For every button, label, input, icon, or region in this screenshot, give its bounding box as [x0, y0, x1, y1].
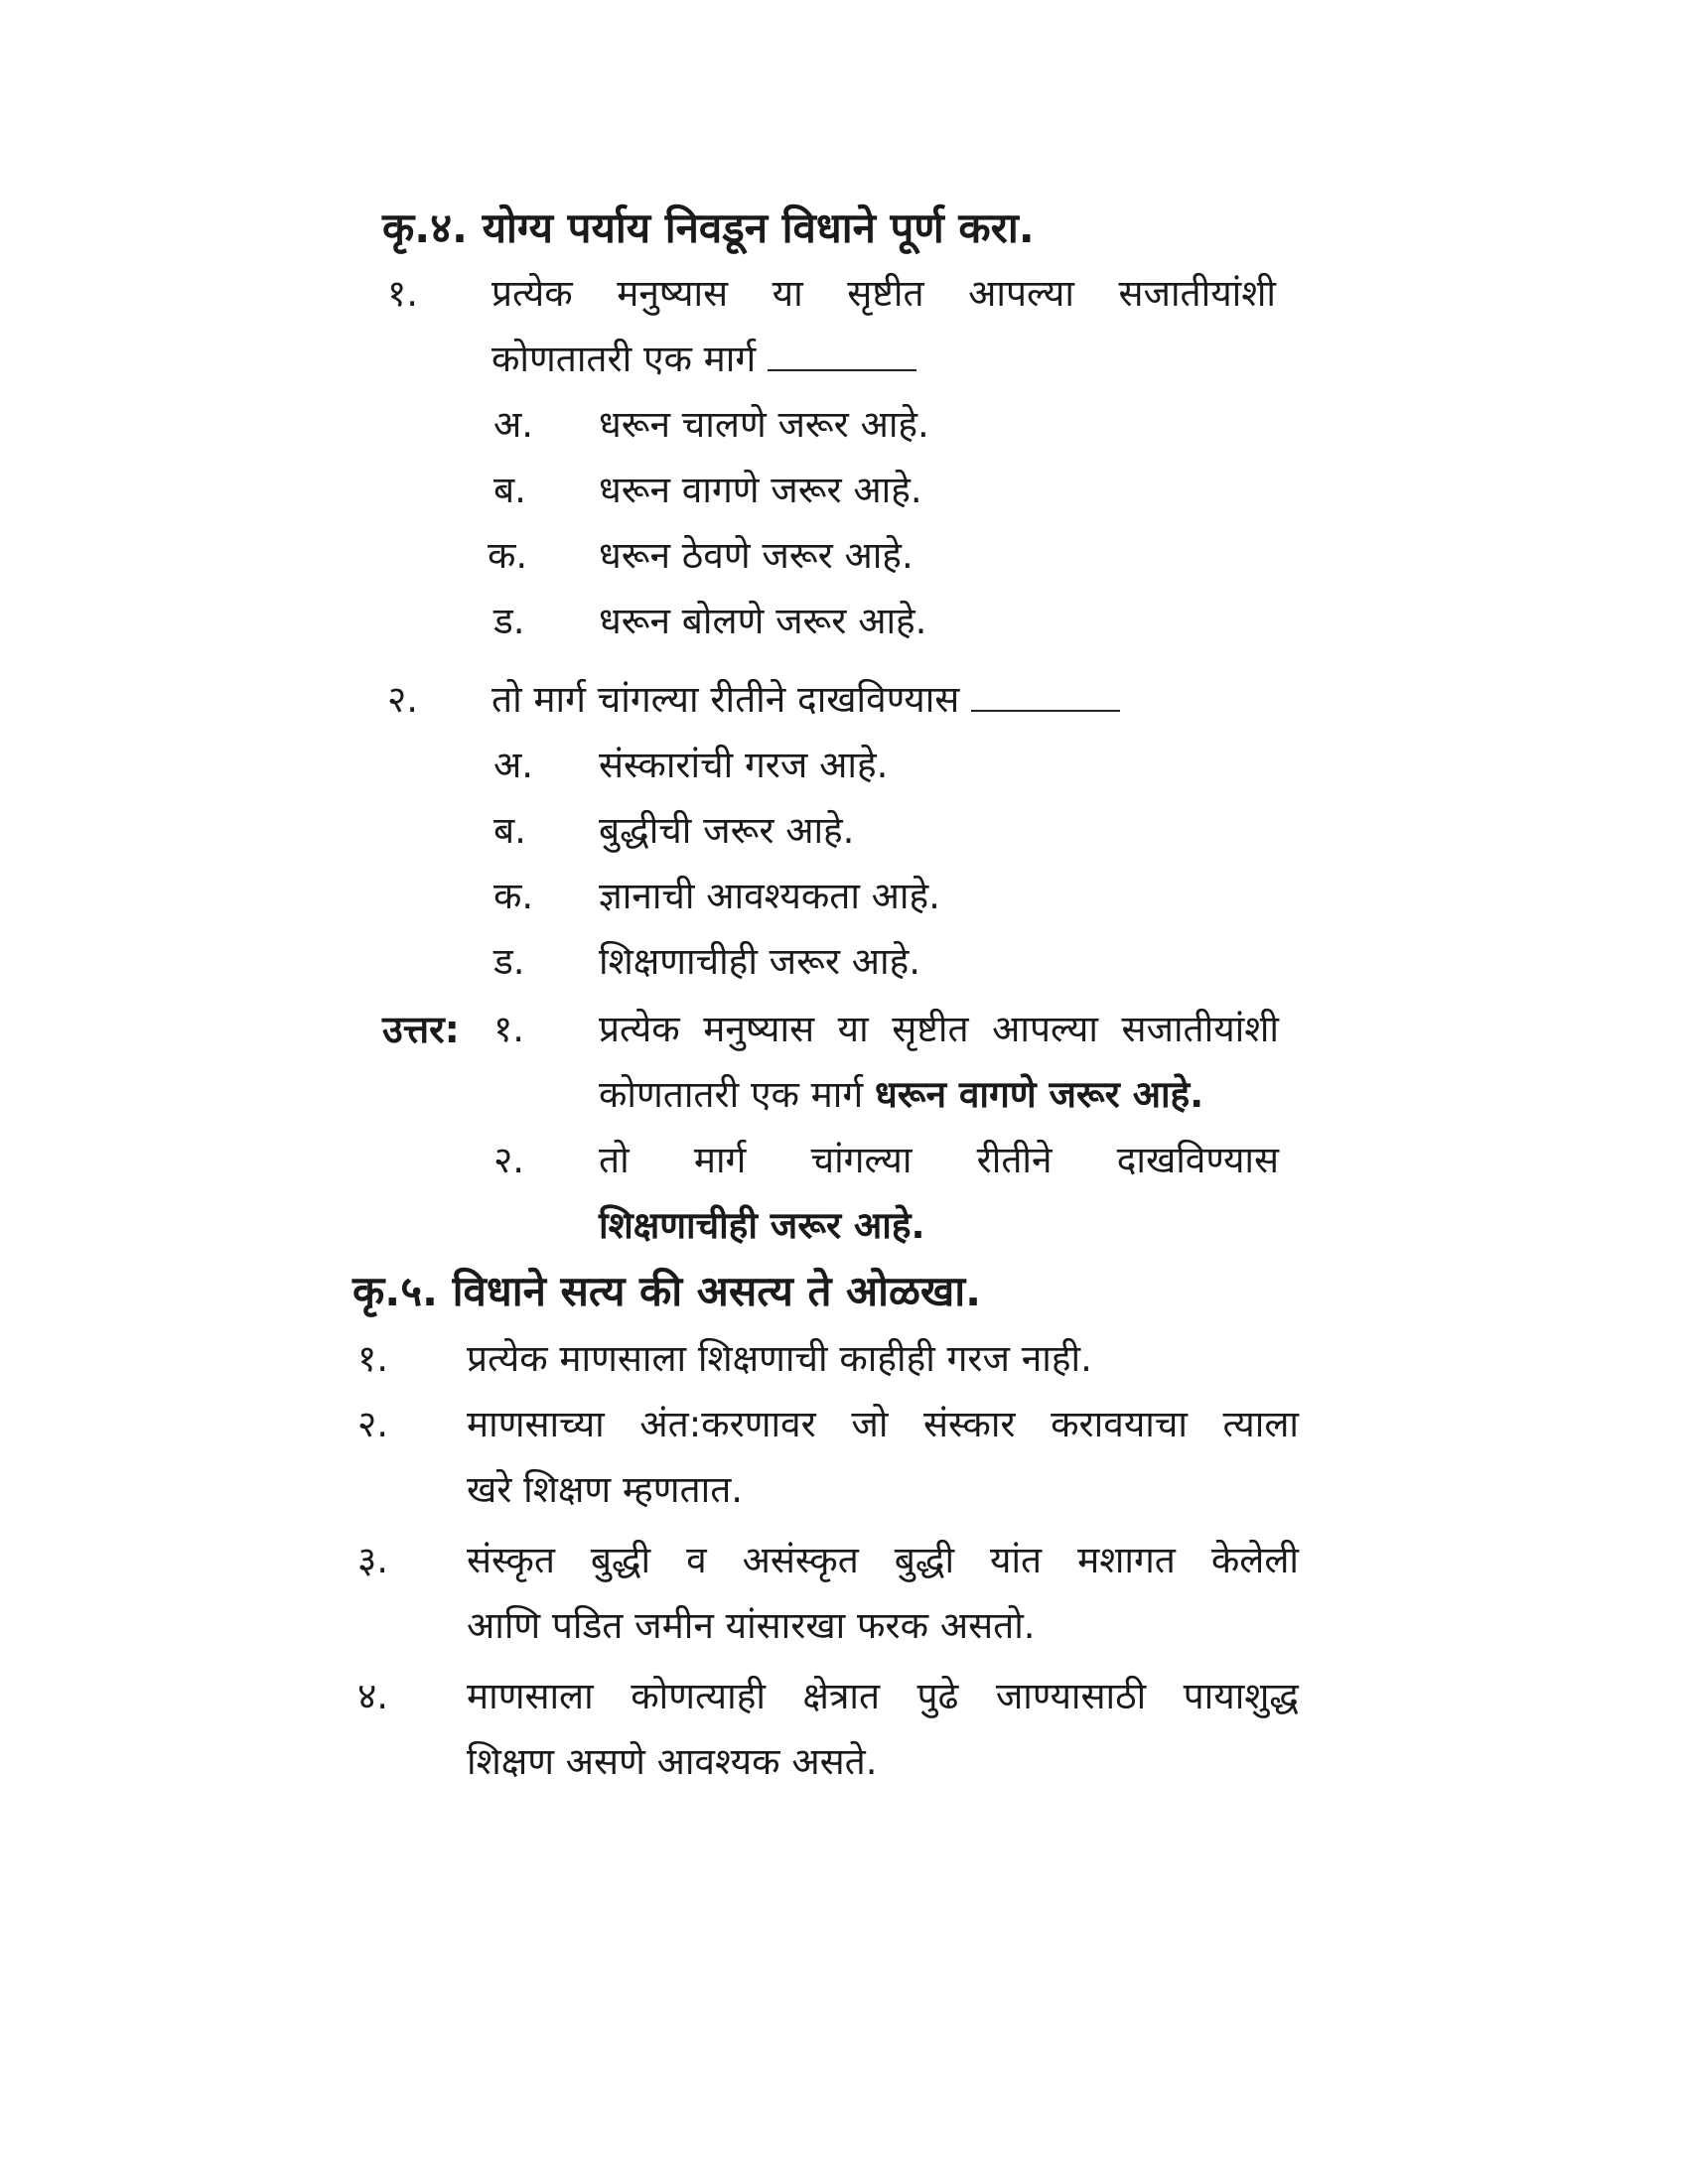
q4-item-2-option-b-text: बुद्धीची जरूर आहे.	[599, 809, 855, 852]
q5-item-4-number: ४.	[357, 1675, 389, 1717]
q5-item-2-line2: खरे शिक्षण म्हणतात.	[467, 1468, 744, 1511]
answer-1-line2-bold: धरून वागणे जरूर आहे.	[874, 1073, 1204, 1116]
q5-item-3-number: ३.	[357, 1539, 389, 1581]
q5-item-3-line1: संस्कृत बुद्धी व असंस्कृत बुद्धी यांत मशागत केलेली	[467, 1539, 1299, 1581]
q4-item-1-option-b-text: धरून वागणे जरूर आहे.	[599, 469, 922, 511]
q4-item-1-number: १.	[387, 272, 419, 315]
q4-item-1-option-c-text: धरून ठेवणे जरूर आहे.	[599, 534, 914, 577]
q4-item-1-option-a-text: धरून चालणे जरूर आहे.	[599, 403, 929, 446]
answer-blank	[971, 670, 1120, 712]
q4-item-1-option-c-label: क.	[488, 534, 528, 577]
q4-item-2-option-a-text: संस्कारांची गरज आहे.	[599, 744, 889, 786]
answer-1-line2	[599, 1065, 1203, 1125]
answer-1-line2-plain: कोणतातरी एक मार्ग	[599, 1073, 864, 1116]
q4-item-1-line2	[492, 330, 916, 389]
q4-item-2-line1-text: तो मार्ग चांगल्या रीतीने दाखविण्यास	[492, 678, 960, 721]
q4-item-2-option-d-text: शिक्षणाचीही जरूर आहे.	[599, 940, 920, 983]
q4-item-1-option-a-label: अ.	[493, 403, 534, 446]
q4-item-2-number: २.	[387, 678, 419, 721]
q5-item-4-line1: माणसाला कोणत्याही क्षेत्रात पुढे जाण्यासाठी पायाशुद्ध	[467, 1675, 1299, 1717]
q5-item-4-line2: शिक्षण असणे आवश्यक असते.	[467, 1740, 878, 1783]
answer-2-number: २.	[493, 1139, 525, 1181]
answer-2-line2: शिक्षणाचीही जरूर आहे.	[599, 1204, 925, 1247]
answer-label: उत्तर:	[382, 1008, 460, 1051]
q4-item-1-line1: प्रत्येक मनुष्यास या सृष्टीत आपल्या सजातीयांशी	[492, 272, 1276, 315]
q5-heading: कृ.५. विधाने सत्य की असत्य ते ओळखा.	[352, 1267, 982, 1315]
answer-1-line1: प्रत्येक मनुष्यास या सृष्टीत आपल्या सजातीयांशी	[599, 1008, 1279, 1050]
answer-blank	[768, 330, 916, 371]
q5-item-2-number: २.	[357, 1403, 389, 1445]
q4-item-2-option-b-label: ब.	[493, 809, 526, 852]
q4-item-1-option-d-label: ड.	[493, 600, 525, 642]
q5-item-2-line1: माणसाच्या अंत:करणावर जो संस्कार करावयाचा त्याला	[467, 1403, 1299, 1445]
q4-item-2-line1	[492, 670, 1120, 730]
q4-heading: कृ.४. योग्य पर्याय निवडून विधाने पूर्ण करा.	[382, 204, 1035, 252]
q4-item-2-option-d-label: ड.	[493, 940, 525, 983]
answer-1-number: १.	[493, 1008, 525, 1050]
q5-item-1-number: १.	[357, 1337, 389, 1380]
answer-2-line1: तो मार्ग चांगल्या रीतीने दाखविण्यास	[599, 1139, 1279, 1181]
q5-item-3-line2: आणि पडित जमीन यांसारखा फरक असतो.	[467, 1604, 1036, 1647]
q4-item-1-line2-text: कोणतातरी एक मार्ग	[492, 338, 757, 380]
q5-item-1-line1: प्रत्येक माणसाला शिक्षणाची काहीही गरज नाही.	[467, 1337, 1092, 1380]
q4-item-1-option-d-text: धरून बोलणे जरूर आहे.	[599, 600, 927, 642]
q4-item-2-option-c-text: ज्ञानाची आवश्यकता आहे.	[599, 875, 940, 917]
q4-item-2-option-c-label: क.	[493, 875, 534, 917]
q4-item-1-option-b-label: ब.	[493, 469, 526, 511]
q4-item-2-option-a-label: अ.	[493, 744, 534, 786]
